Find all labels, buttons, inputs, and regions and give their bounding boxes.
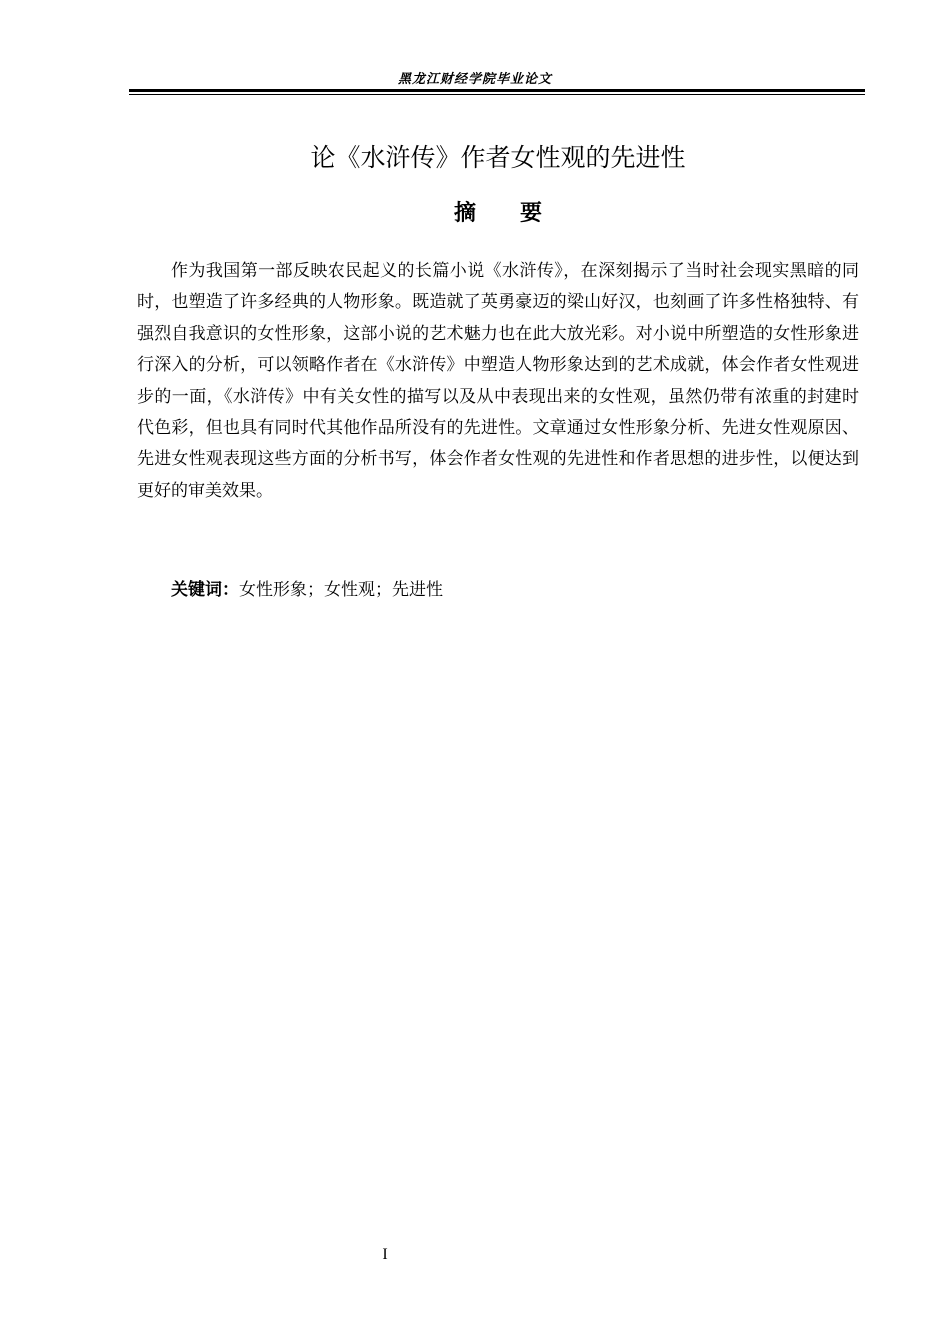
- document-title: 论《水浒传》作者女性观的先进性: [310, 143, 686, 172]
- header-rule-thin: [129, 94, 865, 95]
- abstract-heading: 摘 要: [453, 201, 542, 226]
- page-number: I: [382, 1246, 388, 1263]
- header-rule-thick: [129, 89, 865, 92]
- keywords-line: [171, 575, 443, 605]
- header-title: 黑龙江财经学院毕业论文: [397, 72, 552, 87]
- abstract-body: 作为我国第一部反映农民起义的长篇小说《水浒传》，在深刻揭示了当时社会现实黑暗的同时，也塑造了许多经典的人物形象。既造就了英勇豪迈的梁山好汉，也刻画了许多性格独特、有强烈自我意识的女性形象，这部小说的艺术魅力也在此大放光彩。对小说中所塑造的女性形象进行深入的分析，可以领略作者在《水浒传》中塑造人物形象达到的艺术成就，体会作者女性观进步的一面，《水浒传》中有关女性的描写以及从中表现出来的女性观，虽然仍带有浓重的封建时代色彩，但也具有同时代其他作品所没有的先进性。文章通过女性形象分析、先进女性观原因、先进女性观表现这些方面的分析书写，体会作者女性观的先进性和作者思想的进步性，以便达到更好的审美效果。: [137, 261, 859, 501]
- keywords-value: 女性形象；女性观；先进性: [239, 580, 443, 600]
- keywords-label: 关键词：: [171, 580, 239, 600]
